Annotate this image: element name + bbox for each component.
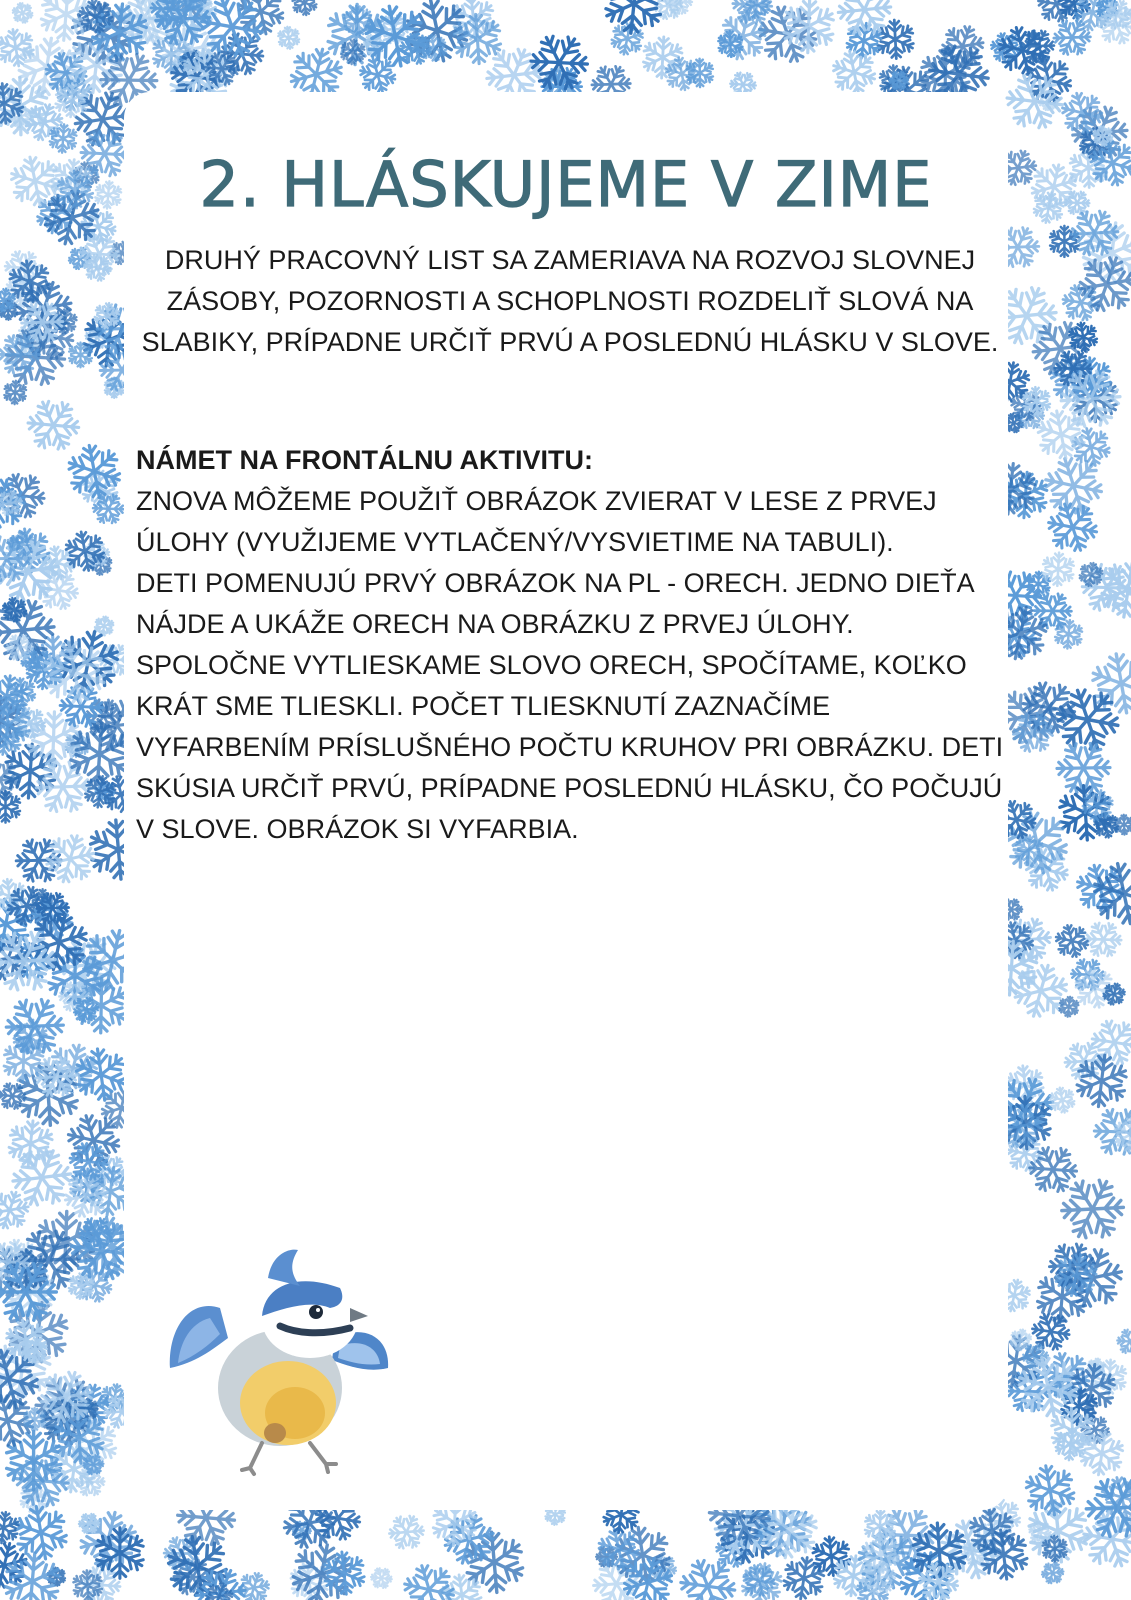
snowflake-icon — [1082, 1010, 1131, 1074]
snowflake-icon — [1078, 915, 1128, 965]
snowflake-icon — [601, 0, 668, 36]
snowflake-icon — [3, 380, 28, 405]
snowflake-icon — [273, 22, 304, 54]
snowflake-icon — [17, 389, 89, 461]
activity-heading: NÁMET NA FRONTÁLNU AKTIVITU: — [136, 445, 593, 475]
intro-text: DRUHÝ PRACOVNÝ LIST SA ZAMERIAVA NA ROZVOJ SLOVNEJ ZÁSOBY, POZORNOSTI A SCHOPLNOSTI ROZDELIŤ SLOVÁ NA SLABIKY, PRÍPADNE URČIŤ PRVÚ A POSLEDNÚ HLÁSKU V SLOVE. — [141, 245, 999, 357]
snowflake-icon — [92, 301, 122, 331]
snowflake-icon — [367, 1563, 396, 1592]
snowflake-icon — [68, 343, 93, 368]
snowflake-icon — [1049, 918, 1096, 965]
snowflake-icon — [93, 180, 123, 210]
activity-paragraph-1: ZNOVA MÔŽEME POUŽIŤ OBRÁZOK ZVIERAT V LESE Z PRVEJ ÚLOHY (VYUŽIJEME VYTLAČENÝ/VYSVIETIME NA TABULI). — [136, 486, 937, 557]
snowflake-icon — [1044, 1082, 1080, 1118]
snowflake-icon — [93, 615, 116, 638]
activity-section — [136, 440, 1006, 850]
snowflake-icon — [0, 1186, 34, 1235]
snowflake-icon — [781, 0, 837, 54]
snowflake-icon — [1112, 1324, 1131, 1360]
snowflake-icon — [23, 1408, 46, 1431]
snowflake-icon — [383, 1509, 430, 1555]
snowflake-icon — [1038, 1559, 1067, 1587]
snowflake-icon — [234, 1569, 273, 1600]
snowflake-icon — [287, 0, 323, 21]
activity-paragraph-2: DETI POMENUJÚ PRVÝ OBRÁZOK NA PL - ORECH. JEDNO DIEŤA NÁJDE A UKÁŽE ORECH NA OBRÁZKU Z PRVEJ ÚLOHY. SPOLOČNE VYTLIESKAME SLOVO ORECH, SPOČÍTAME, KOĽKO KRÁT SME TLIESKLI. POČET TLIESKNUTÍ ZAZNAČÍME VYFARBENÍM PRÍSLUŠNÉHO POČTU KRUHOV PRI OBRÁZKU. DETI SKÚSIA URČIŤ PRVÚ, PRÍPADNE POSLEDNÚ HLÁSKU, ČO POČUJÚ V SLOVE. OBRÁZOK SI VYFARBIA. — [136, 568, 1004, 844]
titmouse-bird-icon — [150, 1238, 400, 1478]
snowflake-icon — [8, 0, 37, 27]
page-title: 2. HLÁSKUJEME V ZIME — [199, 148, 933, 221]
